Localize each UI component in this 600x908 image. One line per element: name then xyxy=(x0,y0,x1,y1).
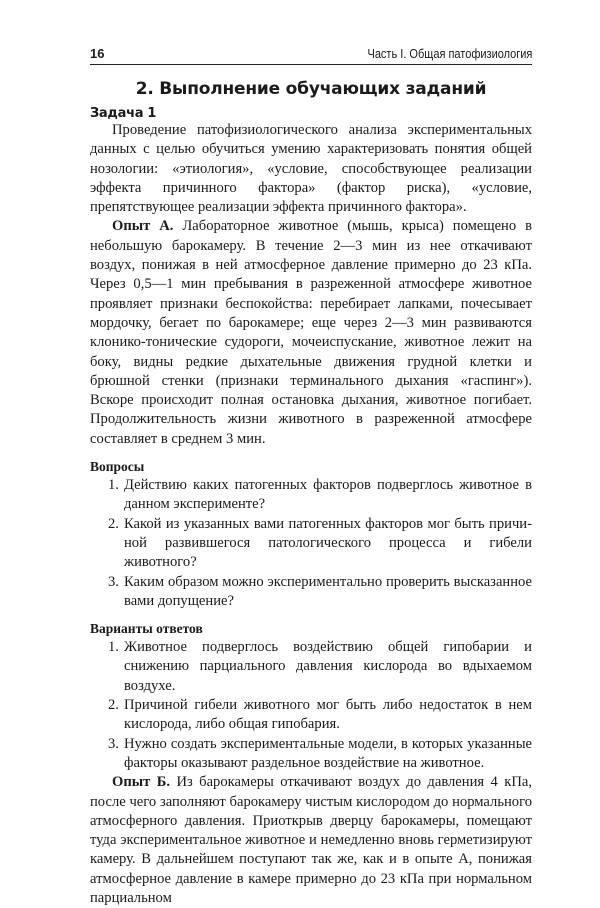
question-item xyxy=(108,573,532,612)
book-page xyxy=(90,44,532,908)
experiment-b-paragraph xyxy=(90,773,532,908)
answer-number: 1. xyxy=(108,639,119,656)
section-title: 2. Выполнение обучающих заданий xyxy=(135,79,487,99)
task-intro-paragraph: Проведение патофизиологического анализа экспериментальных данных с целью обучиться умению характеризовать понятия общей нозологии: «этиология», «условие, способствующее реализации эффекта причинного фактора» (фактор риска), «условие, препятствующее реализации эффекта причинного фактора». xyxy=(90,122,532,216)
running-title: Часть I. Общая патофизиология xyxy=(367,47,532,61)
question-number: 1. xyxy=(108,477,119,494)
experiment-a-text: Лабораторное животное (мышь, крыса) помещено в небольшую барокамеру. В течение 2—3 мин из нее откачивают воздух, понижая в ней атмосферное давление примерно до 23 кПа. Через 0,5—1 мин пребывания в разреженной атмосфере животное проявляет признаки беспокойства: перебирает лапками, почесывает мордочку, бегает по барокамере; еще через 2—3 мин развиваются клонико-тонические судороги, мочеиспускание, животное лежит на боку, видны редкие дыхательные движения грудной клетки и брюшной стенки (признаки терминального дыхания «гаспинг»). Вскоре происходит полная остановка дыхания, животное погибает. Продолжительность жизни животного в разреженной атмосфере составляет в среднем 3 мин. xyxy=(90,218,532,447)
question-text: Действию каких патогенных факторов подверглось животное в данном эксперименте? xyxy=(124,477,532,513)
answer-number: 3. xyxy=(108,735,119,752)
answer-item xyxy=(108,696,532,735)
experiment-b-text: Из барокамеры откачивают воздух до давления 4 кПа, после чего заполняют барокамеру чистым кислородом до нормального атмосферного давления. Приоткрыв дверцу барокамеры, помещают туда экспериментальное животное и немедленно вновь герметизируют камеру. В дальнейшем поступают так же, как и в опыте А, понижая атмосферное давление в камере примерно до 23 кПа при нормальном парциальном xyxy=(90,774,532,906)
experiment-b-label: Опыт Б. xyxy=(112,774,171,791)
answers-heading: Варианты ответов xyxy=(90,621,203,637)
answer-text: Причиной гибели животного мог быть либо недостаток в нем кислорода, либо общая гипобария. xyxy=(124,697,532,733)
answer-item xyxy=(108,638,532,696)
question-text: Каким образом можно экспериментально проверить высказанное вами допущение? xyxy=(124,573,532,609)
page-number: 16 xyxy=(90,46,105,61)
running-head xyxy=(90,44,532,65)
task-title: Задача 1 xyxy=(90,106,157,121)
answer-text: Животное подверглось воздействию общей гипобарии и снижению парциального давления кислорода во вдыхаемом воздухе. xyxy=(124,639,532,694)
questions-list xyxy=(90,476,532,611)
question-item xyxy=(108,476,532,515)
question-number: 3. xyxy=(108,573,119,590)
answers-list xyxy=(90,638,532,773)
experiment-a-paragraph xyxy=(90,217,532,449)
answer-item xyxy=(108,735,532,774)
experiment-a-label: Опыт А. xyxy=(112,218,174,235)
questions-heading: Вопросы xyxy=(90,459,145,475)
answer-text: Нужно создать экспериментальные модели, в которых указанные факторы оказывают раздельное воздействие на животное. xyxy=(124,735,532,771)
question-item xyxy=(108,515,532,573)
question-number: 2. xyxy=(108,515,119,532)
question-text: Какой из указанных вами патогенных факторов мог быть причиной развившегося патологического процесса и гибели животного? xyxy=(124,515,532,571)
answer-number: 2. xyxy=(108,697,119,714)
